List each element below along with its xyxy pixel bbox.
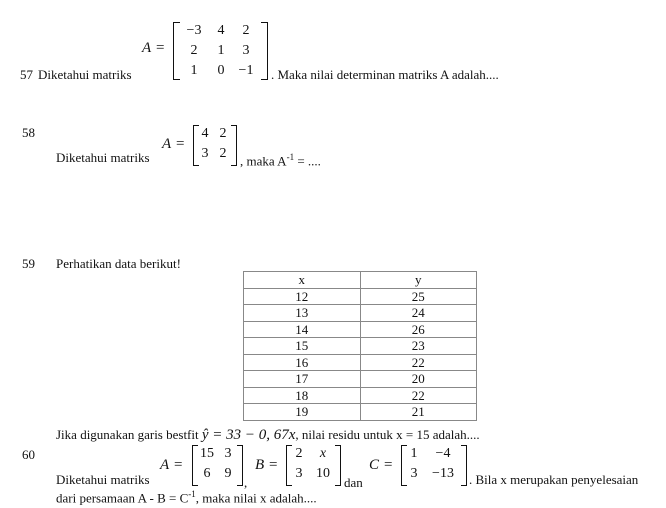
equals-sign: = — [269, 457, 278, 473]
matrix-cell: 3 — [295, 466, 303, 481]
matrix-a-label: A — [142, 40, 152, 56]
matrix-cell: −3 — [186, 23, 202, 38]
table-cell: 16 — [244, 354, 361, 371]
table-cell: 20 — [360, 371, 477, 388]
question-number: 59 — [22, 256, 35, 271]
matrix-cell: 1 — [190, 63, 198, 78]
matrix-cell: 9 — [224, 466, 232, 481]
matrix-cell: 15 — [200, 446, 214, 461]
question-number: 58 — [22, 125, 35, 140]
matrix-cell: 1 — [217, 43, 225, 58]
question-text: . Maka nilai determinan matriks A adalah.... — [271, 67, 499, 82]
equals-sign: = — [176, 136, 185, 152]
table-row — [244, 305, 477, 322]
matrix-c-label: C — [369, 457, 380, 473]
matrix-cell: 4 — [201, 126, 209, 141]
question-intro: Diketahui matriks — [56, 472, 150, 487]
table-cell: 17 — [244, 371, 361, 388]
table-cell: 24 — [360, 305, 477, 322]
matrix-cell: 6 — [203, 466, 211, 481]
table-cell: 18 — [244, 387, 361, 404]
table-cell: 15 — [244, 338, 361, 355]
data-table — [243, 271, 477, 421]
matrix-cell: 1 — [410, 446, 418, 461]
table-row — [244, 338, 477, 355]
table-cell: 14 — [244, 321, 361, 338]
right-bracket — [237, 445, 243, 486]
table-cell: 19 — [244, 404, 361, 421]
matrix-c-2x2 — [401, 444, 469, 486]
matrix-cell: x — [319, 446, 327, 461]
bestfit-equation: ŷ = 33 − 0, 67x — [201, 427, 296, 443]
column-header-y: y — [360, 272, 477, 289]
matrix-b-2x2 — [286, 444, 344, 486]
table-row — [244, 321, 477, 338]
matrix-a-3x3 — [173, 20, 269, 80]
column-header-x: x — [244, 272, 361, 289]
table-row — [244, 404, 477, 421]
table-cell: 13 — [244, 305, 361, 322]
table-header-row — [244, 272, 477, 289]
matrix-cell: 2 — [219, 146, 227, 161]
table-cell: 23 — [360, 338, 477, 355]
question-intro: Diketahui matriks — [56, 150, 150, 165]
table-cell: 26 — [360, 321, 477, 338]
matrix-cell: 2 — [242, 23, 250, 38]
question-text: Jika digunakan garis bestfit ŷ = 33 − 0, 67x, nilai residu untuk x = 15 adalah.... — [56, 427, 480, 443]
question-number: 57 — [20, 67, 33, 82]
matrix-cell: 2 — [295, 446, 303, 461]
table-row — [244, 387, 477, 404]
table-cell: 22 — [360, 354, 477, 371]
question-text: , maka $A^{-1}$ = .... — [240, 152, 321, 169]
conjunction-text: dan — [344, 475, 363, 490]
right-bracket — [335, 445, 341, 486]
matrix-cell: −13 — [432, 466, 454, 481]
matrix-cell: 10 — [316, 466, 330, 481]
matrix-cell: 3 — [410, 466, 418, 481]
question-text-line2: dari persamaan $A - B = C^{-1}$, maka nilai x adalah.... — [56, 489, 317, 506]
question-intro: Perhatikan data berikut! — [56, 256, 181, 271]
table-cell: 22 — [360, 387, 477, 404]
equals-sign: = — [174, 457, 183, 473]
matrix-cell: −1 — [238, 63, 254, 78]
matrix-b-label: B — [255, 457, 265, 473]
right-bracket — [261, 22, 268, 80]
matrix-cell: 0 — [217, 63, 225, 78]
matrix-cell: 2 — [219, 126, 227, 141]
table-cell: 12 — [244, 288, 361, 305]
equals-sign: = — [156, 40, 165, 56]
table-cell: 25 — [360, 288, 477, 305]
question-number: 60 — [22, 447, 35, 462]
matrix-cell: 3 — [242, 43, 250, 58]
table-row — [244, 288, 477, 305]
question-text: . Bila x merupakan penyelesaian — [469, 472, 639, 487]
table-row — [244, 354, 477, 371]
equals-sign: = — [384, 457, 393, 473]
matrix-cell: 2 — [190, 43, 198, 58]
matrix-cell: 3 — [201, 146, 209, 161]
matrix-a-label: A — [162, 136, 172, 152]
matrix-cell: −4 — [435, 446, 451, 461]
matrix-a-2x2 — [192, 444, 246, 486]
comma-separator: , — [244, 475, 248, 490]
matrix-a-label: A — [160, 457, 170, 473]
matrix-cell: 3 — [224, 446, 232, 461]
question-intro: Diketahui matriks — [38, 67, 132, 82]
right-bracket — [231, 125, 237, 166]
right-bracket — [461, 445, 467, 486]
table-row — [244, 371, 477, 388]
table-cell: 21 — [360, 404, 477, 421]
matrix-a-2x2 — [193, 124, 239, 166]
matrix-cell: 4 — [217, 23, 225, 38]
